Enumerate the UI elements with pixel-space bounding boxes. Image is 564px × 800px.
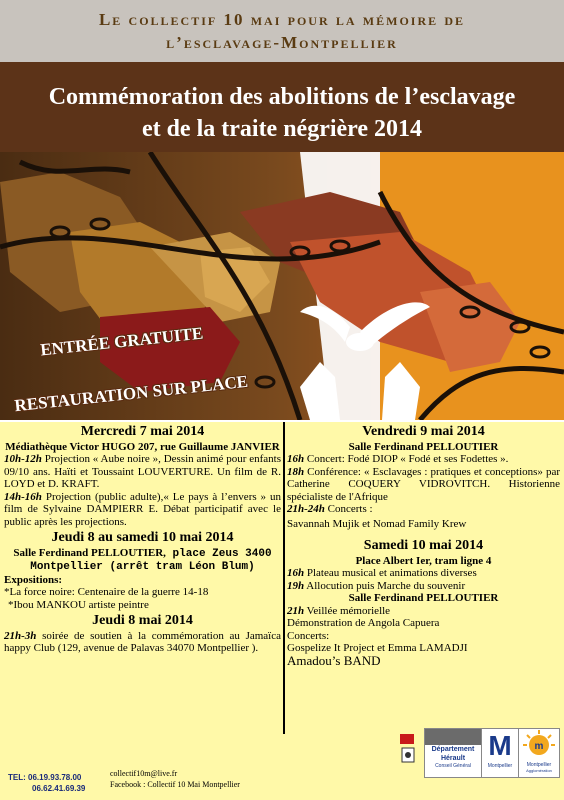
- event-time: 18h: [287, 465, 305, 478]
- day-title: Mercredi 7 mai 2014: [80, 424, 205, 439]
- free-entry-banner: ENTRÉE GRATUITE: [39, 323, 205, 360]
- event-title-line2: et de la traite négrière 2014: [141, 116, 423, 142]
- event-item: [4, 453, 281, 491]
- collective-name-line1: Le collectif 10 mai pour la mémoire de: [98, 10, 466, 29]
- event-item: [287, 567, 560, 580]
- small-logo: [398, 730, 418, 774]
- event-time: 16h: [287, 453, 305, 465]
- exhibition-item: *Ibou MANKOU artiste peintre: [8, 598, 149, 611]
- agglo-logo-text: Montpellier: [526, 762, 552, 768]
- event-time: 21h-3h: [4, 629, 37, 642]
- c10-logo-icon: [398, 730, 418, 770]
- herault-logo-text: Département Hérault: [431, 746, 475, 762]
- venue-name: Salle Ferdinand PELLOUTIER,: [13, 546, 166, 559]
- day-title: Jeudi 8 mai 2014: [92, 613, 193, 628]
- venue-text: Salle Ferdinand PELLOUTIER: [348, 592, 499, 604]
- event-item: Concerts:: [287, 629, 330, 642]
- facebook-link[interactable]: Facebook : Collectif 10 Mai Montpellier: [110, 780, 240, 789]
- event-description: Veillée mémorielle: [304, 604, 391, 617]
- phone-1: TEL: 06.19.93.78.00: [8, 773, 82, 782]
- event-description: Concert: Fodé DIOP « Fodé et ses Fodettes ».: [304, 453, 509, 465]
- montpellier-agglo-logo: [518, 728, 560, 778]
- event-description: Plateau musical et animations diverses: [304, 567, 477, 579]
- venue-text: Place Albert Ier, tram ligne 4: [355, 554, 492, 567]
- event-item: Gospelize It Project et Emma LAMADJI: [287, 642, 468, 654]
- event-item: [4, 630, 281, 655]
- event-description: Savannah Mujik et Nomad Family Krew: [287, 517, 467, 530]
- contact-online: [110, 768, 240, 790]
- event-item: [287, 580, 560, 593]
- venue-text: [4, 547, 281, 574]
- sun-icon: [519, 729, 559, 757]
- event-time: 19h: [287, 579, 305, 592]
- event-item: [287, 453, 560, 466]
- header-band: [0, 0, 564, 62]
- event-time: 21h: [287, 604, 305, 617]
- event-item: [287, 605, 560, 618]
- venue-address: place Zeus 3400 Montpellier (arrêt tram Léon Blum): [30, 547, 272, 573]
- venue-text: Salle Ferdinand PELLOUTIER: [348, 440, 499, 453]
- event-description: Allocution puis Marche du souvenir: [304, 579, 466, 592]
- program-left-column: [4, 422, 281, 655]
- event-time: 21h-24h: [287, 503, 325, 515]
- event-time: 16h: [287, 567, 305, 579]
- food-onsite-banner: RESTAURATION SUR PLACE: [13, 371, 249, 416]
- event-title-line1: Commémoration des abolitions de l’esclavage: [48, 84, 516, 110]
- day-title: Jeudi 8 au samedi 10 mai 2014: [51, 530, 234, 545]
- title-band: [0, 62, 564, 152]
- herault-logo-sub: Conseil Général: [435, 763, 471, 769]
- phone-2: 06.62.41.69.39: [32, 784, 86, 793]
- event-item: [4, 491, 281, 529]
- email-link[interactable]: collectif10m@live.fr: [110, 769, 178, 778]
- event-item: Amadou’s BAND: [287, 652, 381, 668]
- collective-name-line2: l’esclavage-Montpellier: [166, 33, 398, 52]
- event-description: Projection « Aube noire », Dessin animé pour enfants 09/10 ans. Haïti et Toussaint LOUVERTURE. Un film de R. LOYD et D. KRAFT.: [4, 453, 281, 490]
- poster-artwork: [0, 152, 564, 420]
- svg-text:m: m: [534, 741, 544, 752]
- exhibition-item: *La force noire: Centenaire de la guerre 14-18: [4, 586, 209, 598]
- program-right-column: [287, 422, 560, 667]
- event-description: Conférence: « Esclavages : pratiques et conceptions» par Catherine COQUERY VIDROVITCH. Historienne spécialiste de l'Afrique: [287, 465, 560, 503]
- montpellier-logo-text: Montpellier: [487, 763, 513, 769]
- event-description: soirée de soutien à la commémoration au Jamaïca happy Club (129, avenue de Palavas 34070 Montpellier ).: [4, 629, 281, 654]
- event-description: Concerts :: [324, 503, 373, 515]
- agglo-logo-sub: Agglomération: [526, 768, 552, 773]
- event-description: Projection (public adulte),« Le pays à l’envers » un film de Sylvaine DAMPIERR E. Débat participatif avec le public après les projections.: [4, 490, 281, 528]
- contact-phones: [8, 772, 85, 794]
- column-divider: [283, 422, 285, 734]
- day-title: Vendredi 9 mai 2014: [362, 424, 485, 439]
- montpellier-m-icon: M: [488, 730, 512, 761]
- montpellier-logo: [481, 728, 519, 778]
- poster-illustration: [0, 152, 564, 420]
- dove-body: [346, 333, 374, 351]
- venue-text: Médiathèque Victor HUGO 207, rue Guillaume JANVIER: [5, 440, 280, 453]
- exhibitions-label: Expositions:: [4, 573, 63, 586]
- event-item: Démonstration de Angola Capuera: [287, 617, 440, 629]
- event-item: [287, 503, 560, 516]
- event-item: [287, 466, 560, 504]
- herault-logo: [424, 728, 482, 778]
- event-time: 10h-12h: [4, 453, 42, 465]
- day-title: Samedi 10 mai 2014: [363, 538, 484, 553]
- event-time: 14h-16h: [4, 490, 42, 503]
